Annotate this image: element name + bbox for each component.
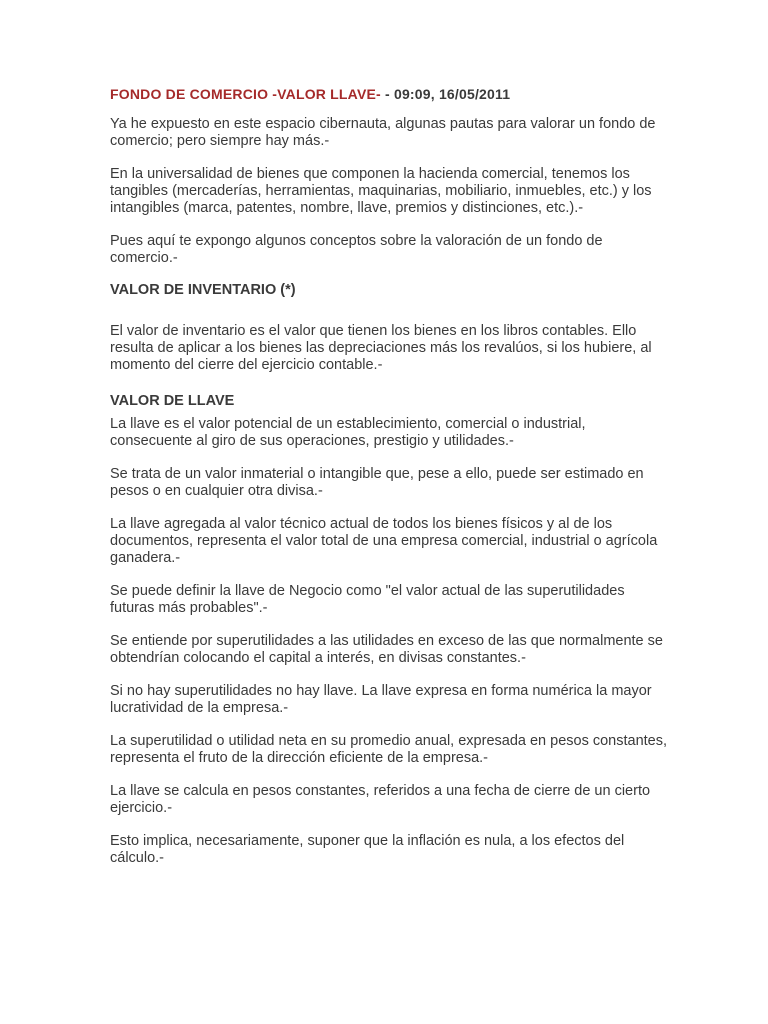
llave-paragraph: Esto implica, necesariamente, suponer que la inflación es nula, a los efectos del cálculo.- [110,833,625,866]
post-title-link[interactable]: FONDO DE COMERCIO -VALOR LLAVE- [110,86,381,102]
post-title [110,84,670,104]
llave-paragraph: La superutilidad o utilidad neta en su promedio anual, expresada en pesos constantes, representa el fruto de la dirección eficiente de la empresa.- [110,733,668,766]
llave-paragraph: Se trata de un valor inmaterial o intangible que, pese a ello, puede ser estimado en pesos o en cualquier otra divisa.- [110,466,644,499]
llave-paragraph: Si no hay superutilidades no hay llave. La llave expresa en forma numérica la mayor lucratividad de la empresa.- [110,683,652,716]
post-date: - 09:09, 16/05/2011 [385,86,511,102]
llave-paragraph: La llave es el valor potencial de un establecimiento, comercial o industrial, consecuente al giro de sus operaciones, prestigio y utilidades.- [110,416,586,449]
intro-paragraph: Ya he expuesto en este espacio cibernauta, algunas pautas para valorar un fondo de comercio; pero siempre hay más.- [110,116,656,149]
llave-paragraph: Se entiende por superutilidades a las utilidades en exceso de las que normalmente se obtendrían colocando el capital a interés, en divisas constantes.- [110,633,663,666]
inventario-paragraph: El valor de inventario es el valor que tienen los bienes en los libros contables. Ello resulta de aplicar a los bienes las depreciaciones más los revalúos, si los hubiere, al momento del cierre del ejercicio contable.- [110,323,652,373]
intro-paragraph: Pues aquí te expongo algunos conceptos sobre la valoración de un fondo de comercio.- [110,233,603,266]
intro-paragraph: En la universalidad de bienes que componen la hacienda comercial, tenemos los tangibles (mercaderías, herramientas, maquinarias, mobiliario, inmuebles, etc.) y los intangibles (marca, patentes, nombre, llave, premios y distinciones, etc.).- [110,166,652,216]
llave-paragraph: La llave agregada al valor técnico actual de todos los bienes físicos y al de los documentos, representa el valor total de una empresa comercial, industrial o agrícola ganadera.- [110,516,658,566]
llave-paragraph: La llave se calcula en pesos constantes, referidos a una fecha de cierre de un cierto ejercicio.- [110,783,651,816]
document-page [110,84,670,883]
llave-paragraph: Se puede definir la llave de Negocio como "el valor actual de las superutilidades futuras más probables".- [110,583,625,616]
section-heading-llave: VALOR DE LLAVE [110,393,235,409]
section-heading-inventario: VALOR DE INVENTARIO (*) [110,282,296,298]
